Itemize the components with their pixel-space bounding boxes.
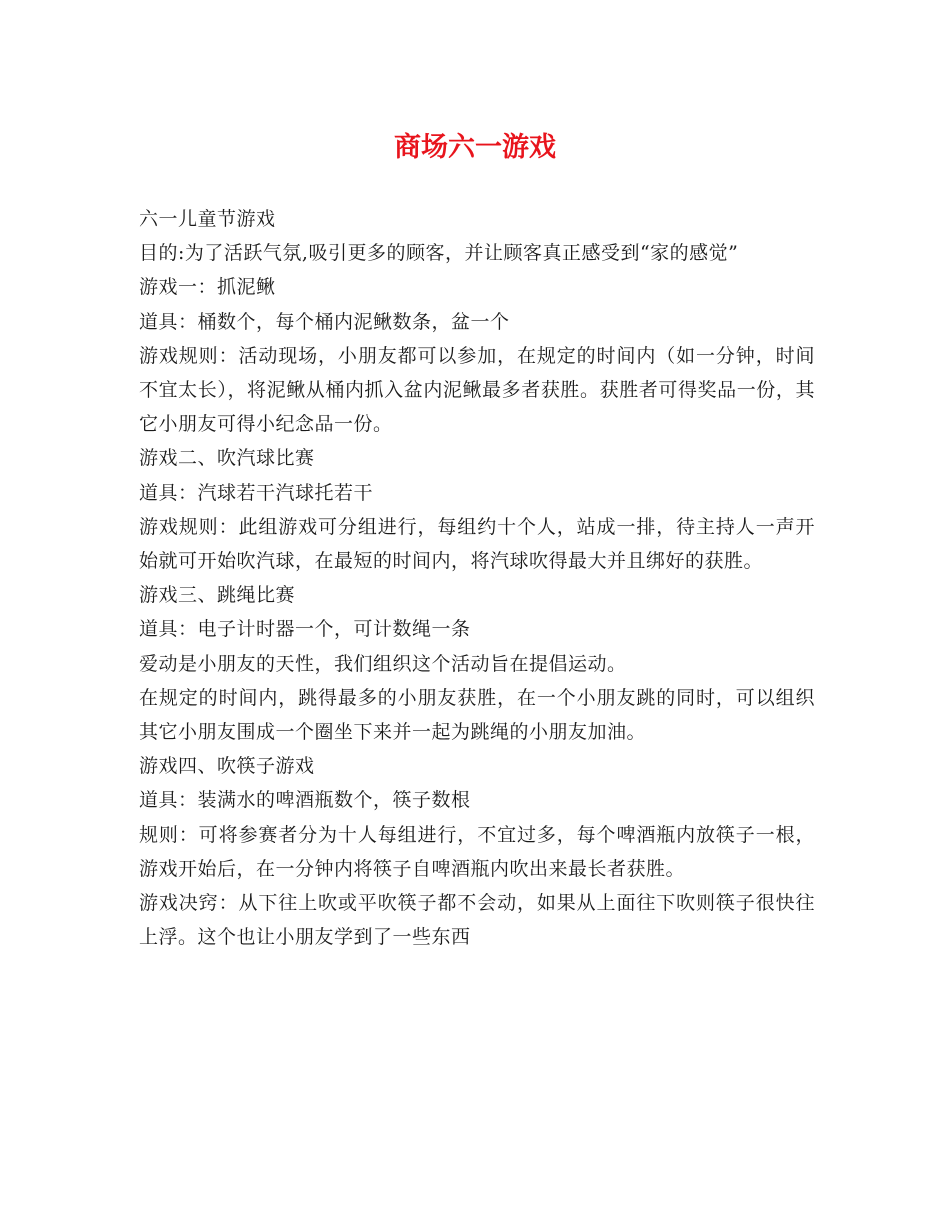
paragraph-game3-rules: 在规定的时间内，跳得最多的小朋友获胜，在一个小朋友跳的同时，可以组织其它小朋友围成一个圈坐下来并一起为跳绳的小朋友加油。 — [139, 686, 815, 744]
paragraph-game4-rules: 规则：可将参赛者分为十人每组进行，不宜过多，每个啤酒瓶内放筷子一根，游戏开始后，在一分钟内将筷子自啤酒瓶内吹出来最长者获胜。 — [139, 823, 815, 880]
paragraph-game2-rules: 游戏规则：此组游戏可分组进行，每组约十个人，站成一排，待主持人一声开始就可开始吹汽球，在最短的时间内，将汽球吹得最大并且绑好的获胜。 — [139, 515, 815, 573]
paragraph-game1-rules: 游戏规则：活动现场，小朋友都可以参加，在规定的时间内（如一分钟，时间不宜太长），将泥鳅从桶内抓入盆内泥鳅最多者获胜。获胜者可得奖品一份，其它小朋友可得小纪念品一份。 — [139, 344, 815, 436]
document-body — [139, 202, 815, 954]
paragraph-game4-title: 游戏四、吹筷子游戏 — [139, 755, 315, 778]
paragraph-purpose: 目的:为了活跃气氛,吸引更多的顾客，并让顾客真正感受到“家的感觉” — [139, 242, 739, 265]
paragraph-game4-props: 道具：装满水的啤酒瓶数个，筷子数根 — [139, 789, 471, 812]
paragraph-game3-intro: 爱动是小朋友的天性，我们组织这个活动旨在提倡运动。 — [139, 652, 627, 675]
document-title: 商场六一游戏 — [394, 132, 556, 163]
paragraph-game3-props: 道具：电子计时器一个，可计数绳一条 — [139, 618, 471, 641]
paragraph-heading: 六一儿童节游戏 — [139, 208, 276, 230]
paragraph-game2-props: 道具：汽球若干汽球托若干 — [139, 481, 374, 504]
paragraph-game4-tips: 游戏决窍：从下往上吹或平吹筷子都不会动，如果从上面往下吹则筷子很快往上浮。这个也让小朋友学到了一些东西 — [139, 892, 815, 949]
paragraph-game3-title: 游戏三、跳绳比赛 — [139, 584, 296, 607]
paragraph-game1-props: 道具：桶数个，每个桶内泥鳅数条，盆一个 — [139, 310, 510, 333]
paragraph-game2-title: 游戏二、吹汽球比赛 — [139, 447, 315, 470]
paragraph-game1-title: 游戏一：抓泥鳅 — [139, 276, 276, 299]
